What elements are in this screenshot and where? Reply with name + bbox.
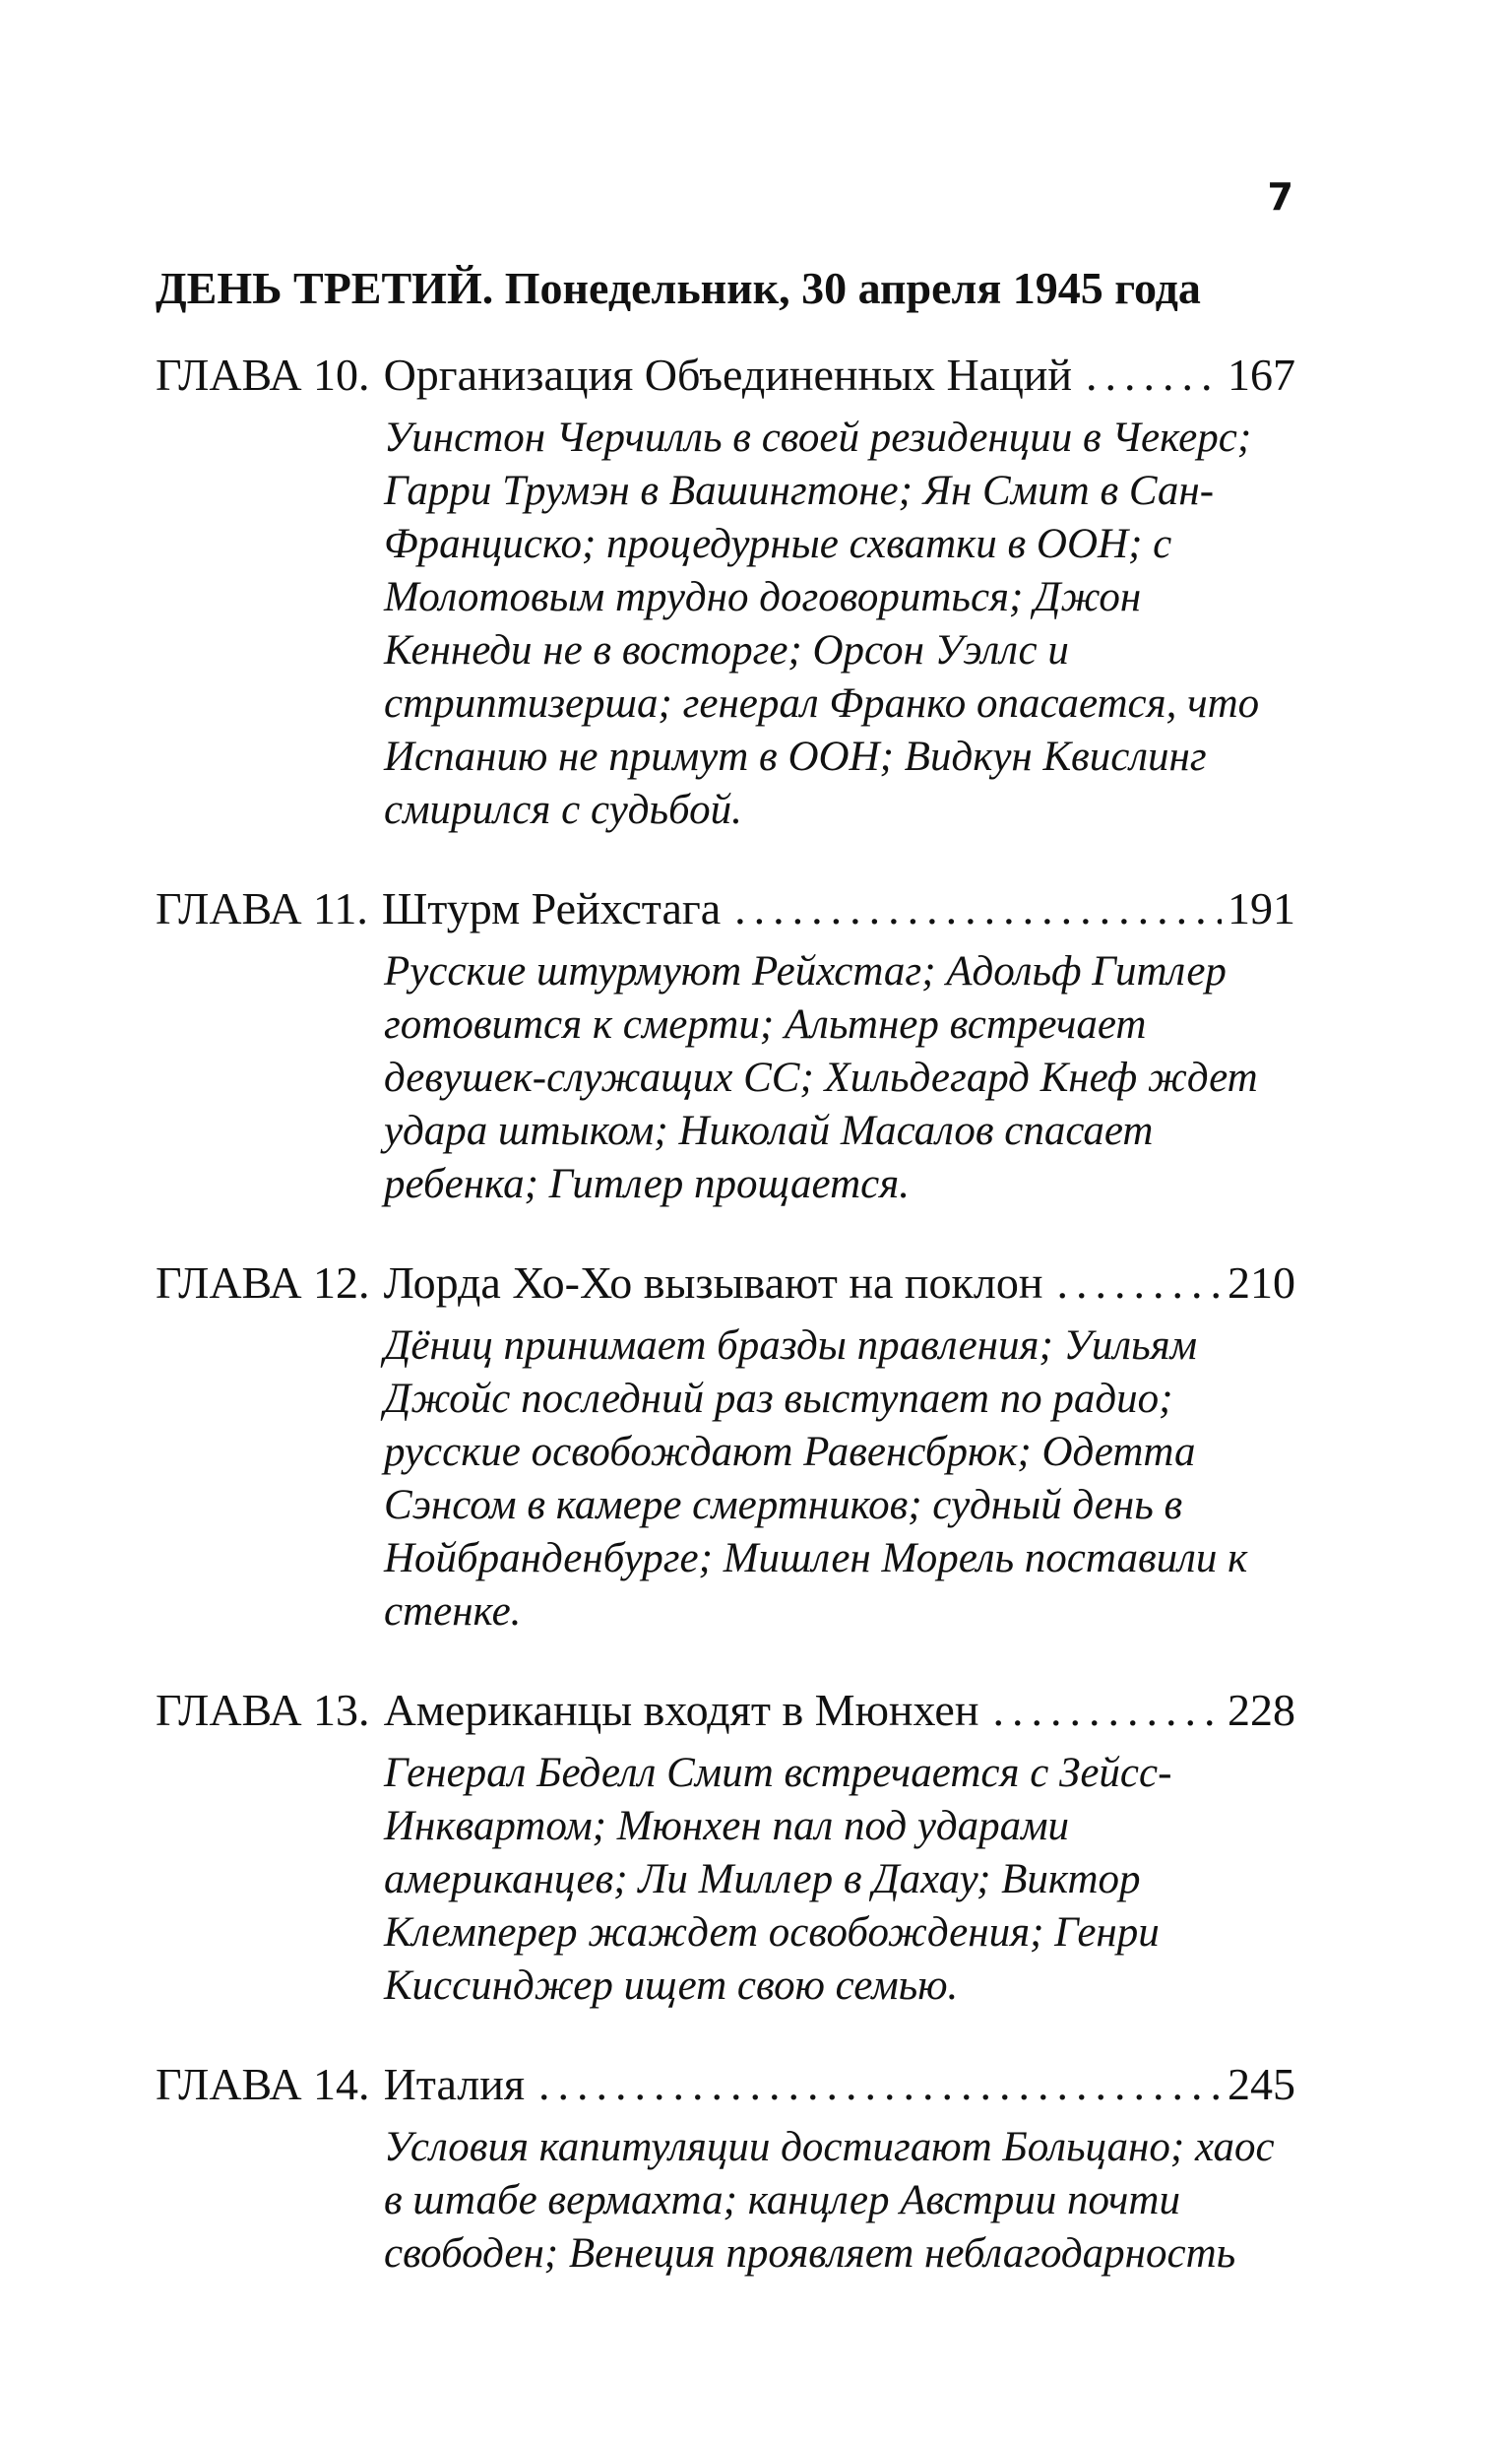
- chapter-number: ГЛАВА 11.: [156, 883, 368, 933]
- dot-leader: [538, 2054, 1222, 2115]
- chapter-number: ГЛАВА 13.: [156, 1685, 370, 1735]
- dot-leader: [734, 878, 1222, 939]
- dot-leader: [1056, 1253, 1222, 1314]
- chapter-entry: [156, 2054, 1295, 2281]
- chapter-entry: [156, 878, 1295, 1211]
- chapter-entry: [156, 345, 1295, 837]
- chapter-title: Лорда Хо-Хо вызывают на поклон: [383, 1257, 1043, 1308]
- chapter-page-number: 228: [1228, 1685, 1295, 1735]
- chapter-title: Американцы входят в Мюнхен: [383, 1685, 979, 1735]
- chapter-title: Организация Объединенных Наций: [383, 350, 1073, 400]
- chapter-line: [156, 1253, 1295, 1314]
- dot-leader: [1086, 345, 1222, 406]
- table-of-contents: [156, 258, 1295, 2322]
- chapter-line: [156, 878, 1295, 939]
- chapter-title: Штурм Рейхстага: [381, 883, 722, 933]
- chapter-line: [156, 1680, 1295, 1741]
- chapter-line: [156, 2054, 1295, 2115]
- chapter-summary: Дёниц принимает бразды правления; Уильям Джойс последний раз выступает по радио; русские освобождают Равенсбрюк; Одетта Сэнсом в камере смертников; судный день в Нойбранденбурге; Мишлен Морель поставили к стенке.: [384, 1322, 1248, 1635]
- chapter-entry: [156, 1680, 1295, 2013]
- chapter-title: Италия: [383, 2059, 525, 2109]
- chapter-page-number: 167: [1228, 350, 1295, 400]
- chapter-number: ГЛАВА 12.: [156, 1257, 370, 1308]
- chapter-page-number: 191: [1228, 883, 1295, 933]
- chapter-number: ГЛАВА 14.: [156, 2059, 370, 2109]
- day-heading: ДЕНЬ ТРЕТИЙ. Понедельник, 30 апреля 1945 года: [156, 263, 1201, 313]
- chapter-page-number: 245: [1228, 2059, 1295, 2109]
- chapter-number: ГЛАВА 10.: [156, 350, 370, 400]
- chapter-summary: Условия капитуляции достигают Больцано; хаос в штабе вермахта; канцлер Австрии почти свободен; Венеция проявляет неблагодарность: [384, 2124, 1275, 2277]
- chapter-line: [156, 345, 1295, 406]
- dot-leader: [992, 1680, 1222, 1741]
- chapter-summary: Уинстон Черчилль в своей резиденции в Чекерс; Гарри Трумэн в Вашингтоне; Ян Смит в Сан-Франциско; процедурные схватки в ООН; с Молотовым трудно договориться; Джон Кеннеди не в восторге; Орсон Уэллс и стриптизерша; генерал Франко опасается, что Испанию не примут в ООН; Видкун Квислинг смирился с судьбой.: [384, 415, 1260, 833]
- chapter-page-number: 210: [1228, 1257, 1295, 1308]
- chapter-entry: [156, 1253, 1295, 1639]
- chapter-summary: Генерал Беделл Смит встречается с Зейсс-Инквартом; Мюнхен пал под ударами американцев; Ли Миллер в Дахау; Виктор Клемперер жаждет освобождения; Генри Киссинджер ищет свою семью.: [384, 1750, 1172, 2009]
- chapter-summary: Русские штурмуют Рейхстаг; Адольф Гитлер готовится к смерти; Альтнер встречает девушек-служащих СС; Хильдегард Кнеф ждет удара штыком; Николай Масалов спасает ребенка; Гитлер прощается.: [384, 948, 1258, 1207]
- page-number: 7: [1267, 175, 1293, 219]
